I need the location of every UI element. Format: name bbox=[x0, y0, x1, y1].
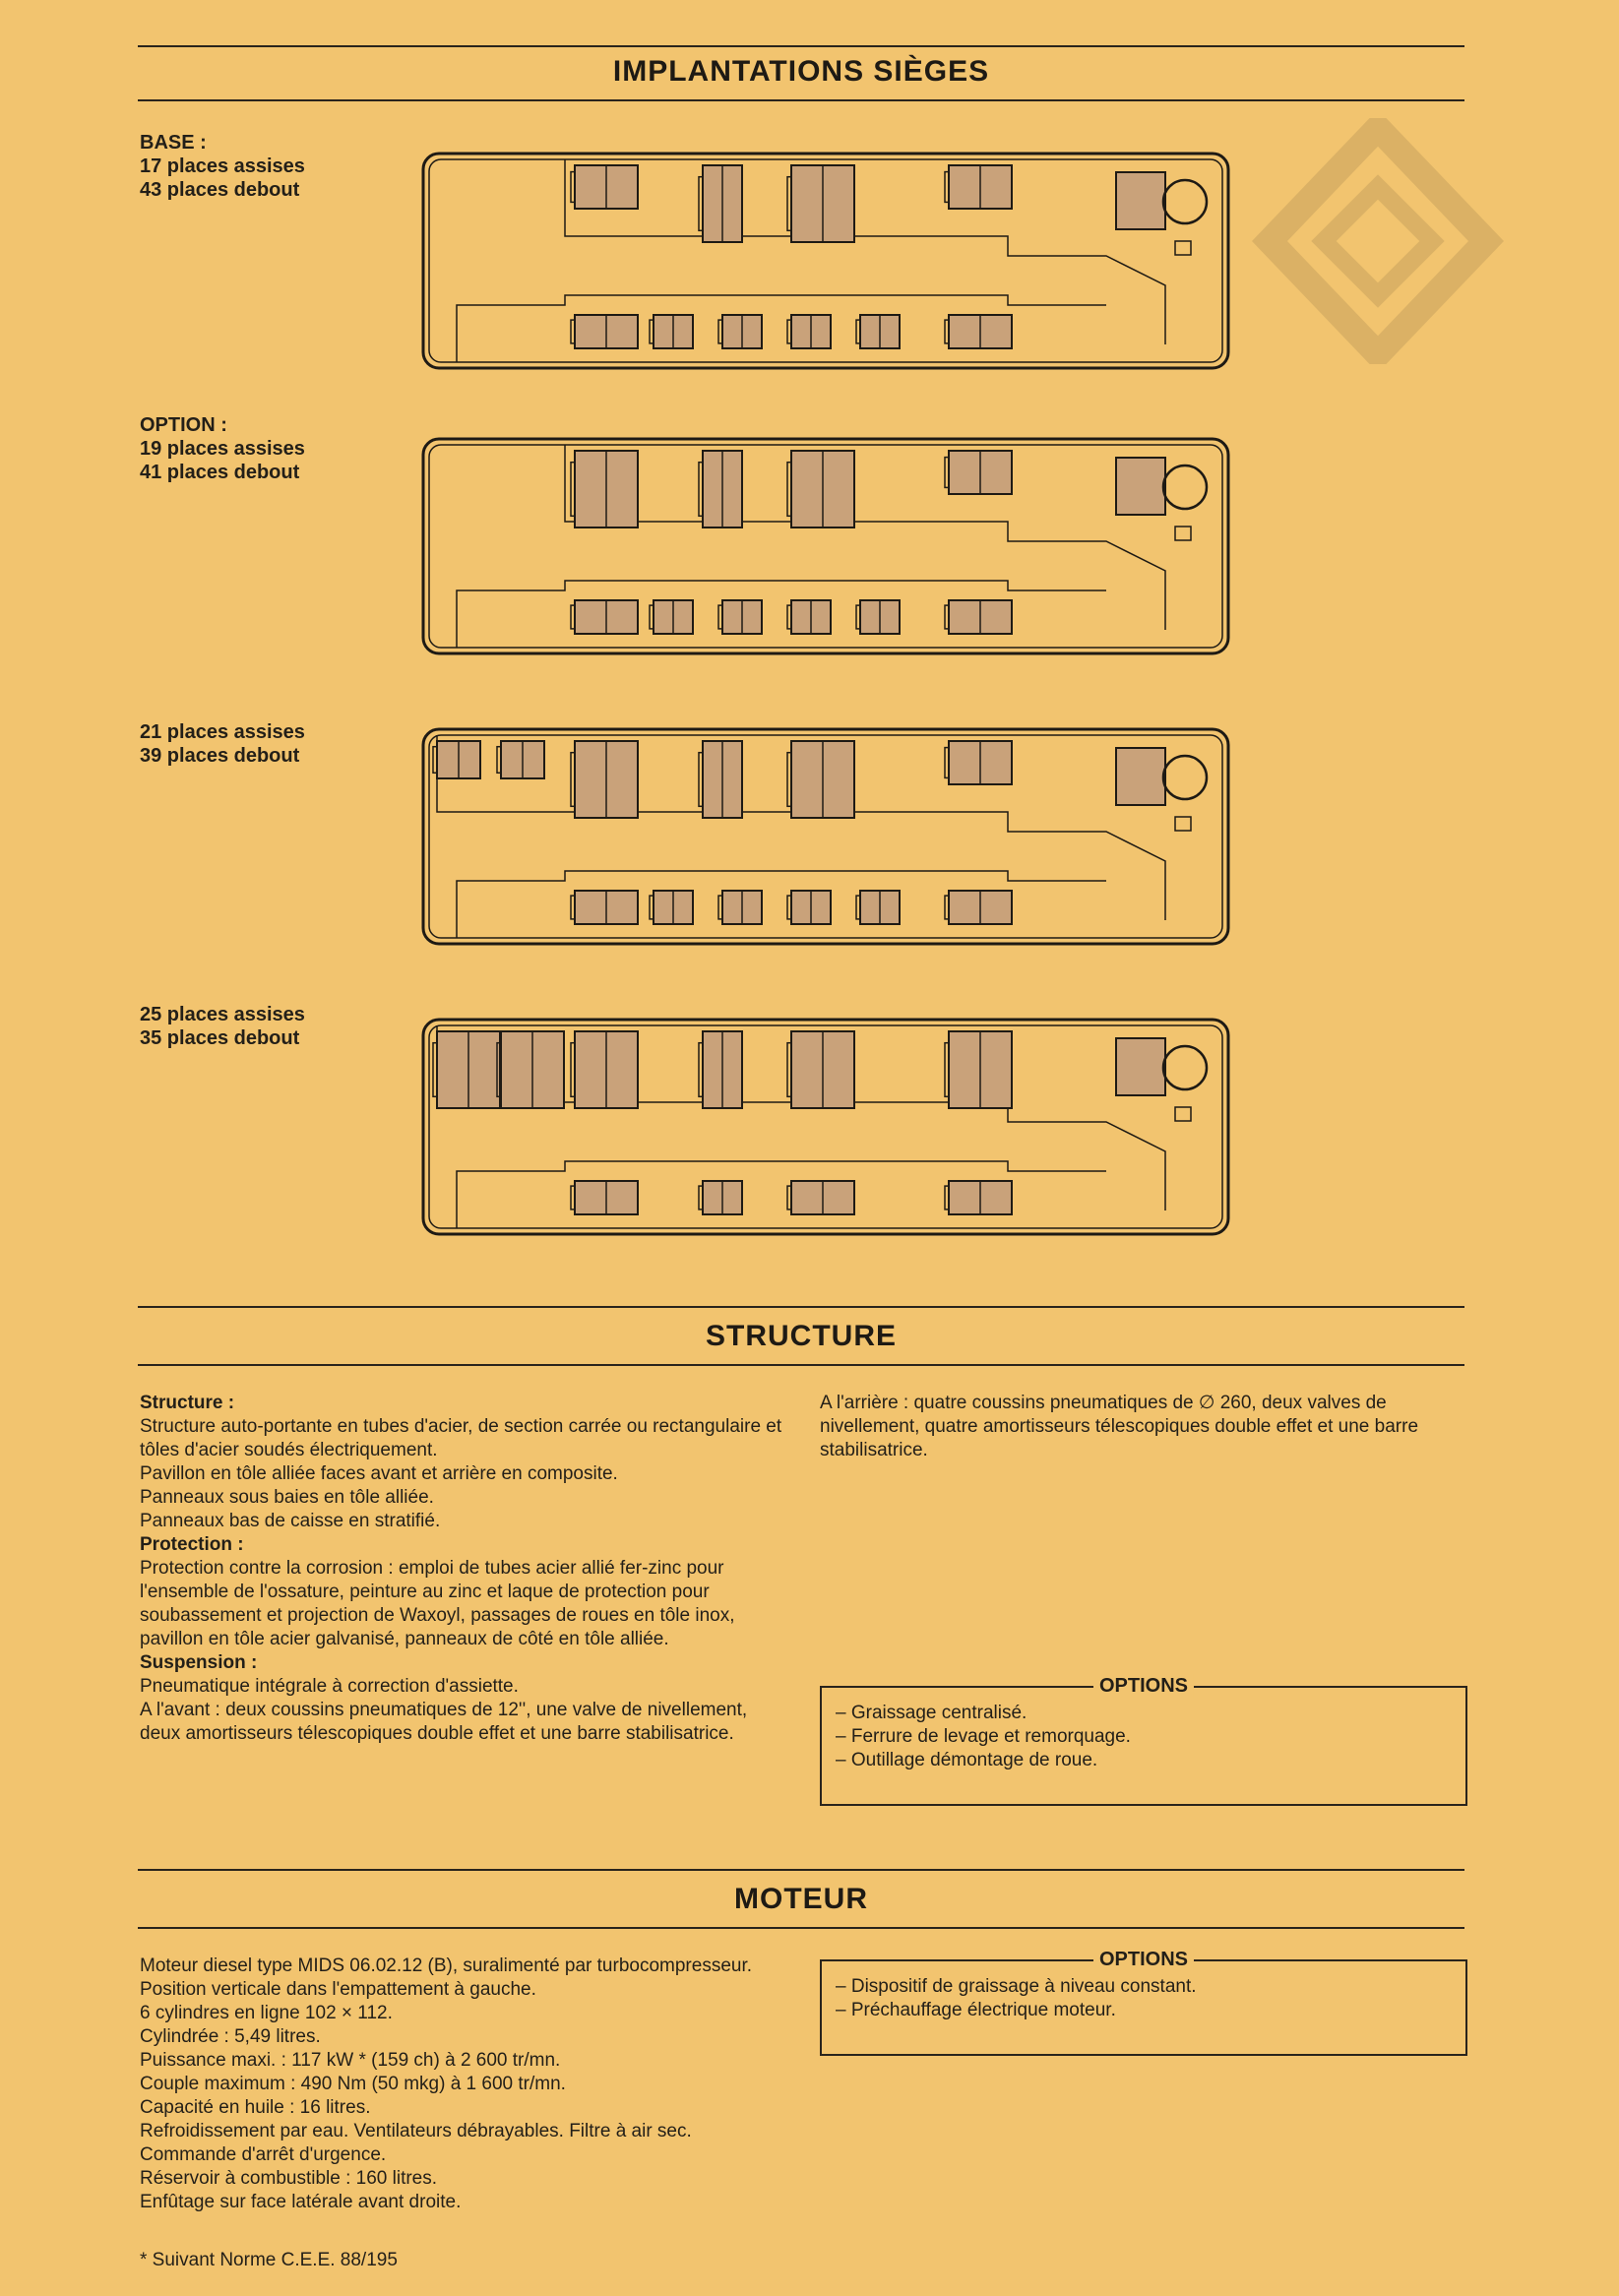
structure-paragraph: Panneaux sous baies en tôle alliée. bbox=[140, 1487, 434, 1508]
seat-block bbox=[571, 600, 638, 634]
options-title: OPTIONS bbox=[1093, 1948, 1194, 1971]
seat-block bbox=[699, 1031, 742, 1108]
armrest bbox=[571, 753, 575, 807]
armrest bbox=[571, 605, 575, 629]
armrest bbox=[571, 463, 575, 517]
options-title: OPTIONS bbox=[1093, 1674, 1194, 1698]
armrest bbox=[787, 1043, 791, 1097]
layout-standing: 39 places debout bbox=[140, 745, 300, 767]
seat-block bbox=[945, 315, 1012, 348]
structure-paragraph: A l'avant : deux coussins pneumatiques de 12'', une valve de nivellement, deux amortisseurs télescopiques double effet et une barre stabilisatrice. bbox=[140, 1700, 748, 1744]
layout-standing: 43 places debout bbox=[140, 179, 300, 201]
engine-spec-line: Position verticale dans l'empattement à gauche. bbox=[140, 1979, 536, 2000]
seat-block bbox=[856, 600, 900, 634]
layout-seated: 21 places assises bbox=[140, 721, 305, 743]
armrest bbox=[699, 1186, 703, 1210]
armrest bbox=[433, 747, 437, 774]
armrest bbox=[699, 177, 703, 231]
option-item: – Dispositif de graissage à niveau constant. bbox=[836, 1975, 1452, 1999]
armrest bbox=[650, 605, 654, 629]
armrest bbox=[699, 1043, 703, 1097]
engine-spec-line: Capacité en huile : 16 litres. bbox=[140, 2097, 371, 2118]
seat-block bbox=[699, 741, 742, 818]
armrest bbox=[856, 320, 860, 343]
seat-block bbox=[571, 165, 638, 209]
seat-block bbox=[787, 741, 854, 818]
option-item: – Outillage démontage de roue. bbox=[836, 1749, 1452, 1772]
armrest bbox=[571, 320, 575, 343]
seat-block bbox=[718, 891, 762, 924]
seat-block bbox=[571, 741, 638, 818]
structure-section-title: STRUCTURE bbox=[706, 1320, 897, 1352]
armrest bbox=[497, 747, 501, 774]
structure-text-right bbox=[820, 1392, 1464, 1462]
bus-floorplan-19 bbox=[417, 433, 1234, 659]
structure-subheading: Structure : bbox=[140, 1393, 235, 1413]
engine-spec-line: Couple maximum : 490 Nm (50 mkg) à 1 600 tr/mn. bbox=[140, 2074, 566, 2094]
armrest bbox=[856, 605, 860, 629]
armrest bbox=[571, 1186, 575, 1210]
seat-block bbox=[787, 451, 854, 527]
seat-block bbox=[787, 315, 831, 348]
structure-paragraph: Protection contre la corrosion : emploi de tubes acier allié fer-zinc pour l'ensemble de l'ossature, peinture au zinc et laque de protection pour soubassement et projection de Waxoyl, passages de roues en tôle inox, pavillon en tôle acier galvanisé, panneaux de côté en tôle alliée. bbox=[140, 1558, 735, 1649]
armrest bbox=[718, 896, 722, 919]
footnote bbox=[140, 2249, 398, 2272]
armrest bbox=[945, 605, 949, 629]
armrest bbox=[433, 1043, 437, 1097]
seat-block bbox=[699, 1181, 742, 1214]
structure-options-list bbox=[836, 1702, 1452, 1772]
engine-spec-line: Réservoir à combustible : 160 litres. bbox=[140, 2168, 438, 2189]
option-item: – Préchauffage électrique moteur. bbox=[836, 1999, 1452, 2022]
structure-options-box bbox=[820, 1675, 1467, 1806]
layout-standing: 41 places debout bbox=[140, 462, 300, 483]
armrest bbox=[699, 753, 703, 807]
armrest bbox=[945, 748, 949, 778]
armrest bbox=[787, 605, 791, 629]
armrest bbox=[787, 753, 791, 807]
layout-standing: 35 places debout bbox=[140, 1027, 300, 1049]
engine-text bbox=[140, 1955, 784, 2214]
armrest bbox=[571, 172, 575, 203]
seat-block bbox=[945, 600, 1012, 634]
structure-paragraph: Pavillon en tôle alliée faces avant et arrière en composite. bbox=[140, 1463, 618, 1484]
seat-block bbox=[650, 600, 693, 634]
structure-paragraph: Pneumatique intégrale à correction d'assiette. bbox=[140, 1676, 519, 1697]
structure-subheading: Protection : bbox=[140, 1534, 244, 1555]
layout-label-option bbox=[140, 413, 305, 484]
seat-block bbox=[497, 1031, 564, 1108]
seat-block bbox=[650, 891, 693, 924]
option-item: – Ferrure de levage et remorquage. bbox=[836, 1725, 1452, 1749]
engine-spec-line: Refroidissement par eau. Ventilateurs débrayables. Filtre à air sec. bbox=[140, 2121, 692, 2141]
armrest bbox=[787, 896, 791, 919]
seat-block bbox=[856, 891, 900, 924]
armrest bbox=[945, 320, 949, 343]
armrest bbox=[945, 896, 949, 919]
engine-spec-line: Cylindrée : 5,49 litres. bbox=[140, 2026, 321, 2047]
layout-label-base bbox=[140, 131, 305, 202]
steering-wheel bbox=[1163, 465, 1207, 509]
armrest bbox=[787, 177, 791, 231]
seat-block bbox=[945, 1031, 1012, 1108]
structure-paragraph: Structure auto-portante en tubes d'acier, de section carrée ou rectangulaire et tôles d'acier soudés électriquement. bbox=[140, 1416, 782, 1460]
footnote-text: * Suivant Norme C.E.E. 88/195 bbox=[140, 2250, 398, 2270]
driver-seat bbox=[1116, 172, 1165, 229]
armrest bbox=[699, 463, 703, 517]
seat-block bbox=[433, 1031, 500, 1108]
rear-suspension-text: A l'arrière : quatre coussins pneumatiques de ∅ 260, deux valves de nivellement, quatre amortisseurs télescopiques double effet et une barre stabilisatrice. bbox=[820, 1393, 1419, 1460]
steering-wheel bbox=[1163, 1046, 1207, 1089]
structure-top-rule bbox=[138, 1306, 1464, 1308]
engine-options-list bbox=[836, 1975, 1452, 2022]
engine-spec-line: Commande d'arrêt d'urgence. bbox=[140, 2144, 387, 2165]
seat-block bbox=[571, 891, 638, 924]
layout-label-25 bbox=[140, 1003, 305, 1050]
seat-block bbox=[571, 315, 638, 348]
seats-section-title: IMPLANTATIONS SIÈGES bbox=[612, 55, 990, 88]
engine-top-rule bbox=[138, 1869, 1464, 1871]
seat-block bbox=[945, 891, 1012, 924]
engine-options-box bbox=[820, 1949, 1467, 2056]
armrest bbox=[571, 1043, 575, 1097]
seat-block bbox=[787, 1031, 854, 1108]
structure-subheading: Suspension : bbox=[140, 1652, 258, 1673]
seat-block bbox=[699, 165, 742, 242]
armrest bbox=[945, 172, 949, 203]
armrest bbox=[718, 320, 722, 343]
top-rule bbox=[138, 45, 1464, 47]
armrest bbox=[650, 896, 654, 919]
seat-block bbox=[787, 600, 831, 634]
seat-block bbox=[571, 451, 638, 527]
armrest bbox=[571, 896, 575, 919]
dashboard-box bbox=[1175, 1107, 1191, 1121]
structure-text-left bbox=[140, 1392, 784, 1746]
steering-wheel bbox=[1163, 756, 1207, 799]
engine-spec-line: Moteur diesel type MIDS 06.02.12 (B), suralimenté par turbocompresseur. bbox=[140, 1955, 753, 1976]
seat-block bbox=[945, 451, 1012, 494]
bus-floorplan-21 bbox=[417, 723, 1234, 950]
renault-logo-watermark bbox=[1250, 118, 1506, 364]
layout-seated: 25 places assises bbox=[140, 1004, 305, 1025]
dashboard-box bbox=[1175, 241, 1191, 255]
driver-seat bbox=[1116, 1038, 1165, 1095]
structure-title-rule bbox=[138, 1364, 1464, 1366]
seat-block bbox=[787, 1181, 854, 1214]
armrest bbox=[945, 1043, 949, 1097]
armrest bbox=[718, 605, 722, 629]
armrest bbox=[856, 896, 860, 919]
seat-block bbox=[787, 891, 831, 924]
seat-block bbox=[945, 1181, 1012, 1214]
layout-label-21 bbox=[140, 720, 305, 768]
driver-seat bbox=[1116, 748, 1165, 805]
seat-block bbox=[718, 600, 762, 634]
seats-title-rule bbox=[138, 99, 1464, 101]
seat-block bbox=[718, 315, 762, 348]
engine-section-title: MOTEUR bbox=[734, 1883, 868, 1915]
engine-title-rule bbox=[138, 1927, 1464, 1929]
armrest bbox=[945, 458, 949, 488]
seat-block bbox=[856, 315, 900, 348]
engine-spec-line: 6 cylindres en ligne 102 × 112. bbox=[140, 2003, 393, 2023]
bus-floorplan-25 bbox=[417, 1014, 1234, 1240]
dashboard-box bbox=[1175, 817, 1191, 831]
seat-block bbox=[650, 315, 693, 348]
seat-block bbox=[945, 165, 1012, 209]
armrest bbox=[787, 463, 791, 517]
seat-block bbox=[787, 165, 854, 242]
layout-heading: OPTION : bbox=[140, 414, 227, 436]
option-item: – Graissage centralisé. bbox=[836, 1702, 1452, 1725]
armrest bbox=[650, 320, 654, 343]
seat-block bbox=[945, 741, 1012, 784]
layout-seated: 17 places assises bbox=[140, 155, 305, 177]
layout-heading: BASE : bbox=[140, 132, 207, 154]
seat-block bbox=[571, 1181, 638, 1214]
seat-block bbox=[571, 1031, 638, 1108]
dashboard-box bbox=[1175, 527, 1191, 540]
engine-spec-line: Enfûtage sur face latérale avant droite. bbox=[140, 2192, 462, 2212]
bus-floorplan-17 bbox=[417, 148, 1234, 374]
steering-wheel bbox=[1163, 180, 1207, 223]
driver-seat bbox=[1116, 458, 1165, 515]
seat-block bbox=[433, 741, 480, 778]
armrest bbox=[787, 320, 791, 343]
structure-paragraph: Panneaux bas de caisse en stratifié. bbox=[140, 1511, 441, 1531]
layout-seated: 19 places assises bbox=[140, 438, 305, 460]
seat-block bbox=[497, 741, 544, 778]
seat-block bbox=[699, 451, 742, 527]
engine-spec-line: Puissance maxi. : 117 kW * (159 ch) à 2 600 tr/mn. bbox=[140, 2050, 561, 2071]
armrest bbox=[787, 1186, 791, 1210]
armrest bbox=[945, 1186, 949, 1210]
